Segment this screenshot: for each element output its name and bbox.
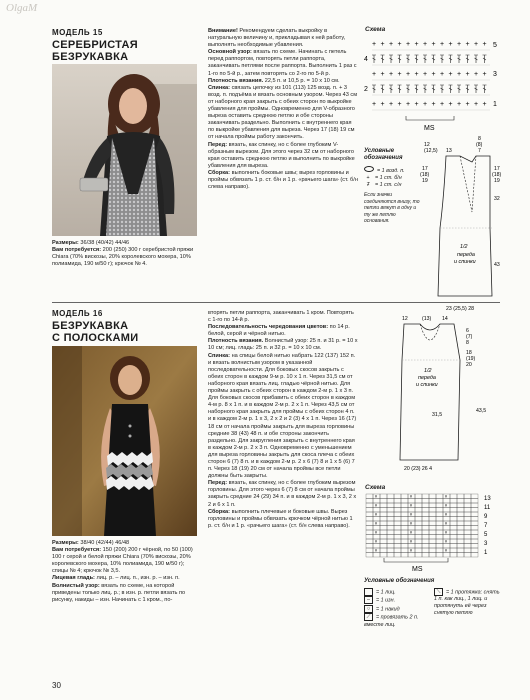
model15-gauge: Плотность вязания. 22,5 п. и 10,5 р. = 10 х 10 см. bbox=[208, 77, 340, 84]
model16-colors: Последовательность чередования цветов: по 14 р. белой, серой и чёрной нитью. bbox=[208, 324, 350, 338]
legend16-k2tog: ⟋ = провязать 2 п. вместе лиц. bbox=[364, 614, 419, 628]
pattern15-label-3: и спинки bbox=[454, 259, 476, 265]
svg-text:∨: ∨ bbox=[374, 493, 378, 499]
svg-text:∨: ∨ bbox=[444, 493, 448, 499]
chart16-row1: 1 bbox=[484, 550, 488, 556]
svg-text:+: + bbox=[414, 41, 419, 48]
svg-text:∨: ∨ bbox=[409, 511, 413, 517]
svg-text:∨: ∨ bbox=[444, 538, 448, 544]
svg-text:∨: ∨ bbox=[444, 520, 448, 526]
pattern15-label-1: 1/2 bbox=[460, 244, 468, 250]
model16-assembly: Сборка: выполнить плечевые и боковые швы. Вырез горловины и проймы обвязать крючком чёрной нитью 1 р. ст. б/н и 1 р. «рачьего шага» (ст. б/н слева направо). bbox=[208, 508, 353, 529]
svg-text:∨: ∨ bbox=[374, 502, 378, 508]
svg-text:+: + bbox=[431, 101, 436, 108]
model16-label: МОДЕЛЬ 16 bbox=[52, 309, 103, 318]
chart15-row4: 4 bbox=[364, 56, 368, 63]
model16-photo bbox=[52, 346, 197, 536]
svg-text:+: + bbox=[465, 101, 470, 108]
page-number: 30 bbox=[52, 681, 61, 690]
svg-text:+: + bbox=[482, 41, 487, 48]
model15-legend bbox=[364, 166, 424, 189]
model15-back: Спинка: связать цепочку из 101 (113) 125 возд. п. + 3 возд. п. подъёма и вязать основным узором. Через 43 см от наборного края закрыть с обеих сторон по выкройке убавления для проймы. Одновременно для V-образного выреза оставить среднюю петлю и обе стороны заканчивать раздельно. Выполнить с внутреннего края по выкройке убавления для выреза. Через 17 (18) 19 см от начала проймы работу закончить. bbox=[208, 84, 358, 141]
knit-grid bbox=[366, 494, 478, 557]
model16-front: Перед: вязать, как спинку, но с более глубоким вырезом горловины. Для этого через 6 (7) 8 см от начала проймы закрыть средние 24 (29) 34 п. и в каждом 2-м р. 1 х 3, 2 х 2 и 6 х 1 п. bbox=[208, 480, 357, 508]
model16-sizes: Размеры: 38/40 (42/44) 46/48 bbox=[52, 540, 130, 546]
svg-text:+: + bbox=[465, 41, 470, 48]
dim-right-1: 17 bbox=[494, 166, 500, 172]
model15-title bbox=[52, 39, 138, 63]
svg-text:∨: ∨ bbox=[374, 520, 378, 526]
pattern16-label-2: переда bbox=[418, 375, 436, 381]
model15-title-line1: СЕРЕБРИСТАЯ bbox=[52, 39, 138, 51]
dim-right-3: 19 bbox=[494, 178, 500, 184]
model15-schema-label: Схема bbox=[365, 26, 386, 33]
svg-text:+: + bbox=[457, 41, 462, 48]
dim-top-4: 8 bbox=[478, 136, 481, 142]
model16-legend-left bbox=[364, 588, 434, 629]
svg-text:+: + bbox=[372, 41, 377, 48]
svg-text:+: + bbox=[397, 41, 402, 48]
section-divider bbox=[52, 302, 500, 303]
model15-materials bbox=[52, 240, 197, 268]
svg-text:∨: ∨ bbox=[444, 529, 448, 535]
model16-title bbox=[52, 320, 138, 344]
svg-text:+: + bbox=[380, 41, 385, 48]
svg-text:∨: ∨ bbox=[444, 502, 448, 508]
svg-text:+: + bbox=[474, 71, 479, 78]
model16-gauge: Плотность вязания. Волнистый узор: 25 п. и 31 р. = 10 х 10 см; лиц. гладь: 25 п. и 32 р. = 10 х 10 см. bbox=[208, 338, 358, 352]
model16-garment-pattern bbox=[380, 312, 500, 472]
model15-main-pattern: Основной узор: вязать по схеме. Начинать с петель перед раппортом, повторять петли раппорта, заканчивать петлями после раппорта. Выполнить 1 раз с 1-го по 5-й р., затем повторять со 2-го по 5-й р. bbox=[208, 49, 357, 77]
dim16-top-2: (13) bbox=[422, 316, 432, 322]
svg-text:+: + bbox=[423, 71, 428, 78]
model15-legend-title: Условные обозначения bbox=[364, 148, 403, 161]
svg-text:∨: ∨ bbox=[409, 493, 413, 499]
svg-text:+: + bbox=[414, 101, 419, 108]
legend-dc: Ŧ = 1 ст. с/н bbox=[366, 182, 402, 188]
dim-top-2: (12,5) bbox=[424, 148, 438, 154]
watermark: OlgaM bbox=[6, 2, 38, 14]
svg-text:∨: ∨ bbox=[374, 511, 378, 517]
model15-assembly: Сборка: выполнить боковые швы; вырез горловины и проймы обвязать 1 р. ст. б/н и 1 р. «рачьего шага» (ст. б/н слева направо). bbox=[208, 169, 358, 191]
model16-stockinette: Лицевая гладь: лиц. р. – лиц. п., изн. р. – изн. п. bbox=[52, 575, 180, 582]
model15-requirements: Вам потребуется: 200 (250) 300 г серебристой пряжи Chiara (70% вискозы, 20% королевского мохера, 10% полиамида, 190 м/50 г); крючок № 4. bbox=[52, 247, 194, 268]
dim16-right-1: 6 bbox=[466, 328, 469, 334]
dim-top-3: 13 bbox=[446, 148, 452, 154]
dim16-right-4: 18 bbox=[466, 350, 472, 356]
chart15-row1: 1 bbox=[493, 101, 497, 108]
chart16-row11: 11 bbox=[484, 505, 491, 511]
chart15-ms: MS bbox=[424, 125, 435, 132]
chart16-row7: 7 bbox=[484, 523, 488, 529]
svg-text:+: + bbox=[440, 101, 445, 108]
model16-schema-label: Схема bbox=[365, 484, 386, 491]
model16-cont: вторять петли раппорта, заканчивать 1 кром. Повторять с 1-го по 14-й р. bbox=[208, 310, 354, 324]
model15-instructions bbox=[208, 28, 358, 191]
svg-text:+: + bbox=[474, 101, 479, 108]
svg-text:+: + bbox=[380, 101, 385, 108]
model16-legend-right: ⟍ = 1 протяжка: снять 1 п. как лиц., 1 лиц. и протянуть её через снятую петлю bbox=[434, 589, 500, 617]
pattern16-label-3: и спинки bbox=[416, 382, 438, 388]
model16-materials bbox=[52, 540, 200, 604]
svg-text:+: + bbox=[448, 41, 453, 48]
dim16-mid: 31,5 bbox=[432, 412, 443, 418]
legend-sc: + = 1 ст. б/н bbox=[366, 175, 402, 181]
dim-top-5: (8) bbox=[476, 142, 483, 148]
dim16-right-5: (19) bbox=[466, 356, 476, 362]
pattern16-label-1: 1/2 bbox=[424, 368, 432, 374]
svg-text:∨: ∨ bbox=[444, 511, 448, 517]
dim-top-6: 7 bbox=[478, 148, 481, 154]
dim-bottom: 23 (25,5) 28 bbox=[446, 306, 474, 312]
svg-text:+: + bbox=[482, 101, 487, 108]
svg-text:+: + bbox=[414, 71, 419, 78]
dim-top-1: 12 bbox=[424, 142, 430, 148]
svg-text:+: + bbox=[397, 101, 402, 108]
svg-text:+: + bbox=[406, 101, 411, 108]
svg-text:+: + bbox=[372, 101, 377, 108]
chart16-row9: 9 bbox=[484, 514, 488, 520]
model16-title-line1: БЕЗРУКАВКА bbox=[52, 320, 129, 332]
svg-text:+: + bbox=[465, 71, 470, 78]
svg-text:+: + bbox=[457, 101, 462, 108]
dim-left-1: 17 bbox=[422, 166, 428, 172]
svg-text:∨: ∨ bbox=[444, 547, 448, 553]
dim16-top-3: 14 bbox=[442, 316, 448, 322]
svg-text:+: + bbox=[389, 41, 394, 48]
model15-label: МОДЕЛЬ 15 bbox=[52, 28, 103, 37]
svg-text:+: + bbox=[482, 71, 487, 78]
model15-title-line2: БЕЗРУКАВКА bbox=[52, 51, 129, 63]
dim-left-2: (18) bbox=[420, 172, 430, 178]
svg-text:+: + bbox=[440, 71, 445, 78]
svg-text:+: + bbox=[397, 71, 402, 78]
svg-text:+: + bbox=[431, 41, 436, 48]
legend16-purl: – = 1 изн. bbox=[364, 596, 434, 604]
svg-text:+: + bbox=[423, 41, 428, 48]
svg-text:+: + bbox=[423, 101, 428, 108]
dim-right-2: (18) bbox=[492, 172, 502, 178]
model15-photo bbox=[52, 64, 197, 236]
svg-text:+: + bbox=[457, 71, 462, 78]
chart15-row2: 2 bbox=[364, 86, 368, 93]
chart16-ms: MS bbox=[412, 566, 423, 573]
chart15-row5: 5 bbox=[493, 42, 497, 49]
svg-text:+: + bbox=[389, 101, 394, 108]
dim16-top-1: 12 bbox=[402, 316, 408, 322]
model15-garment-pattern bbox=[420, 136, 505, 316]
model15-legend-note: Если значки соединяются внизу, то петли вяжут в одну и ту же петлю основания. bbox=[364, 192, 420, 224]
model16-back: Спинка: на спицы белой нитью набрать 122 (137) 152 п. и вязать волнистым узором в указанной последовательности. Для боковых скосов закрыть с обеих сторон в каждом 9-м р. 10 х 1 п. Через 31,5 см от наборного края вязать лиц. гладью чёрной нитью. Для проймы закрыть с обеих сторон в каждом 2-м р. 1 х 3 п. Для боковых скосов прибавить с обеих сторон в каждом 4-м р. 8 х 1 п. и в каждом 2-м р. 2 х 1 п. Через 43,5 см от наборного края закрыть для проймы с обеих сторон 4 п. и в каждом 2-м р. 1 х 3, 2 х 2 и 2 (3) 4 х 1 п. Через 16 (17) 18 см от начала проймы закрыть для выреза горловины средние 38 (43) 48 п. и обе стороны закончить раздельно. Для закругления закрыть с внутреннего края в каждом 2-м р. 2 х 3 п. Одновременно с уменьшением для выреза горловины закрыть для скоса плеча с обеих сторон 6 (7) 8 п. и в каждом 2-м р. 2 х 6 (7) 8 и 1 х 5 (6) 7 п. Через 18 (19) 20 см от начала проймы все петли должны быть закрыты. bbox=[208, 352, 357, 480]
svg-text:+: + bbox=[448, 101, 453, 108]
legend16-yo: ○ = 1 накид bbox=[364, 605, 434, 613]
chart16-row3: 3 bbox=[484, 541, 488, 547]
svg-text:+: + bbox=[431, 71, 436, 78]
svg-text:+: + bbox=[406, 71, 411, 78]
model15-crochet-chart bbox=[362, 34, 502, 134]
model16-title-line2: С ПОЛОСКАМИ bbox=[52, 332, 139, 344]
model15-note: Внимание! Рекомендуем сделать выкройку в натуральную величину и, прикладывая к ней работу, выполнять необходимые убавления. bbox=[208, 28, 346, 49]
svg-text:+: + bbox=[389, 71, 394, 78]
svg-text:∨: ∨ bbox=[374, 538, 378, 544]
chart16-row5: 5 bbox=[484, 532, 488, 538]
pattern15-label-2: переда bbox=[457, 252, 475, 258]
legend16-knit: = 1 лиц. bbox=[364, 588, 434, 596]
svg-text:+: + bbox=[372, 71, 377, 78]
svg-text:+: + bbox=[406, 41, 411, 48]
svg-text:∨: ∨ bbox=[374, 529, 378, 535]
chart15-row3: 3 bbox=[493, 71, 497, 78]
model16-wave-pattern: Волнистый узор: вязать по схеме, на которой приведены только лиц. р.; в изн. р. петли вязать по рисунку, накиды – изн. Начинать с 1 кром., по- bbox=[52, 582, 186, 603]
dim16-bottom: 20 (23) 26 4 bbox=[404, 466, 432, 472]
model15-front: Перед: вязать, как спинку, но с более глубоким V-образным вырезом. Для этого через 32 см от наборного края оставить среднюю петлю и выполнить по выкройке убавления для выреза. bbox=[208, 141, 355, 169]
svg-text:∨: ∨ bbox=[409, 538, 413, 544]
model15-sizes: Размеры: 36/38 (40/42) 44/46 bbox=[52, 240, 130, 246]
model16-knit-chart bbox=[362, 492, 502, 574]
dim-right-5: 43 bbox=[494, 262, 500, 268]
svg-text:∨: ∨ bbox=[409, 520, 413, 526]
model16-requirements: Вам потребуется: 150 (200) 200 г чёрной, по 50 (100) 100 г серой и белой пряжи Chiara (70% вискозы, 20% королевского мохера, 10% полиамида, 190 м/50 г); спицы № 4; крючок № 3,5. bbox=[52, 547, 193, 575]
svg-text:∨: ∨ bbox=[409, 529, 413, 535]
dim-right-4: 32 bbox=[494, 196, 500, 202]
dim16-right-2: (7) bbox=[466, 334, 473, 340]
svg-text:∨: ∨ bbox=[374, 547, 378, 553]
dim16-right-3: 8 bbox=[466, 340, 469, 346]
svg-text:+: + bbox=[448, 71, 453, 78]
dim16-right-7: 43,5 bbox=[476, 408, 487, 414]
model16-instructions bbox=[208, 310, 358, 530]
legend-chain: = 1 возд. п. bbox=[364, 166, 424, 175]
dim-left-3: 19 bbox=[422, 178, 428, 184]
dim16-right-6: 20 bbox=[466, 362, 472, 368]
svg-text:∨: ∨ bbox=[409, 502, 413, 508]
svg-text:+: + bbox=[440, 41, 445, 48]
chart16-row13: 13 bbox=[484, 496, 491, 502]
model16-legend-title: Условные обозначения bbox=[364, 578, 435, 584]
svg-text:∨: ∨ bbox=[409, 547, 413, 553]
svg-text:+: + bbox=[380, 71, 385, 78]
svg-text:+: + bbox=[474, 41, 479, 48]
